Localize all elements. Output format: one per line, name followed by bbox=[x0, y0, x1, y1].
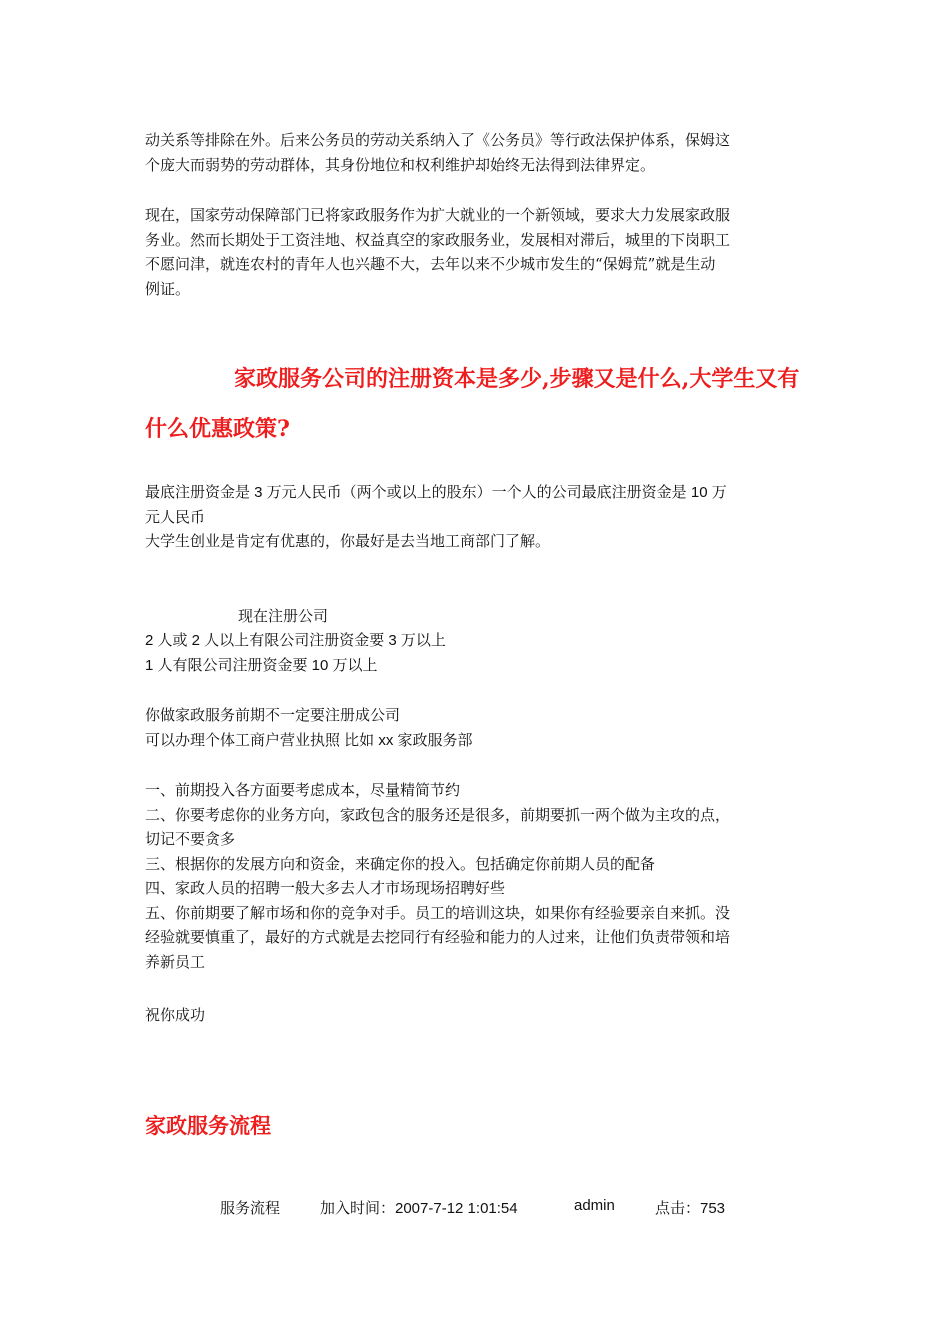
advice-item-continued: 切记不要贪多 bbox=[145, 830, 236, 848]
advice-list bbox=[145, 778, 805, 974]
text-line: 例证。 bbox=[145, 279, 191, 298]
advice-item: 二、你要考虑你的业务方向，家政包含的服务还是很多，前期要抓一两个做为主攻的点， bbox=[145, 805, 731, 824]
text-line: 不愿问津，就连农村的青年人也兴趣不大，去年以来不少城市发生的“保姆荒”就是生动 bbox=[145, 255, 716, 273]
advice-item: 一、前期投入各方面要考虑成本，尽量精简节约 bbox=[145, 781, 461, 799]
indented-line-register-company: 现在注册公司 bbox=[238, 608, 329, 625]
text-line: 2 人或 2 人以上有限公司注册资金要 3 万以上 bbox=[145, 632, 446, 649]
text-line: 现在，国家劳动保障部门已将家政服务作为扩大就业的一个新领域，要求大力发展家政服 bbox=[145, 206, 731, 224]
text-line: 个庞大而弱势的劳动群体，其身份地位和权利维护却始终无法得到法律界定。 bbox=[145, 155, 656, 174]
closing-wish: 祝你成功 bbox=[145, 1006, 206, 1024]
text-line: 可以办理个体工商户营业执照 比如 xx 家政服务部 bbox=[145, 731, 473, 749]
text-line: 动关系等排除在外。后来公务员的劳动关系纳入了《公务员》等行政法保护体系，保姆这 bbox=[145, 131, 731, 149]
paragraph-labor-relations bbox=[145, 128, 805, 177]
advice-item-continued: 经验就要慎重了，最好的方式就是去挖同行有经验和能力的人过来，让他们负责带领和培 bbox=[145, 928, 731, 946]
section-heading-registration-line2: 什么优惠政策? bbox=[145, 416, 290, 442]
text-line: 1 人有限公司注册资金要 10 万以上 bbox=[145, 656, 378, 674]
paragraph-domestic-service-industry bbox=[145, 203, 805, 301]
meta-author: admin bbox=[574, 1197, 615, 1214]
text-line: 务业。然而长期处于工资洼地、权益真空的家政服务业，发展相对滞后，城里的下岗职工 bbox=[145, 230, 731, 249]
answer-company-capital bbox=[145, 629, 805, 678]
meta-category-link[interactable]: 服务流程 bbox=[220, 1199, 281, 1217]
section-heading-service-process: 家政服务流程 bbox=[145, 1113, 271, 1138]
advice-item: 三、根据你的发展方向和资金，来确定你的投入。包括确定你前期人员的配备 bbox=[145, 854, 656, 873]
text-line: 元人民币 bbox=[145, 508, 206, 526]
advice-item: 四、家政人员的招聘一般大多去人才市场现场招聘好些 bbox=[145, 879, 506, 897]
advice-item: 五、你前期要了解市场和你的竞争对手。员工的培训这块，如果你有经验要亲自来抓。没 bbox=[145, 903, 731, 922]
text-line: 最底注册资金是 3 万元人民币（两个或以上的股东）一个人的公司最底注册资金是 10 万 bbox=[145, 484, 727, 501]
text-line: 你做家政服务前期不一定要注册成公司 bbox=[145, 707, 401, 724]
answer-business-license bbox=[145, 704, 805, 753]
text-line: 大学生创业是肯定有优惠的，你最好是去当地工商部门了解。 bbox=[145, 533, 551, 550]
answer-registered-capital bbox=[145, 481, 805, 555]
meta-click-count: 点击：753 bbox=[655, 1200, 726, 1217]
section-heading-registration-line1: 家政服务公司的注册资本是多少,步骤又是什么,大学生又有 bbox=[234, 366, 800, 392]
advice-item-continued: 养新员工 bbox=[145, 952, 206, 971]
meta-added-time: 加入时间：2007-7-12 1:01:54 bbox=[320, 1200, 518, 1217]
